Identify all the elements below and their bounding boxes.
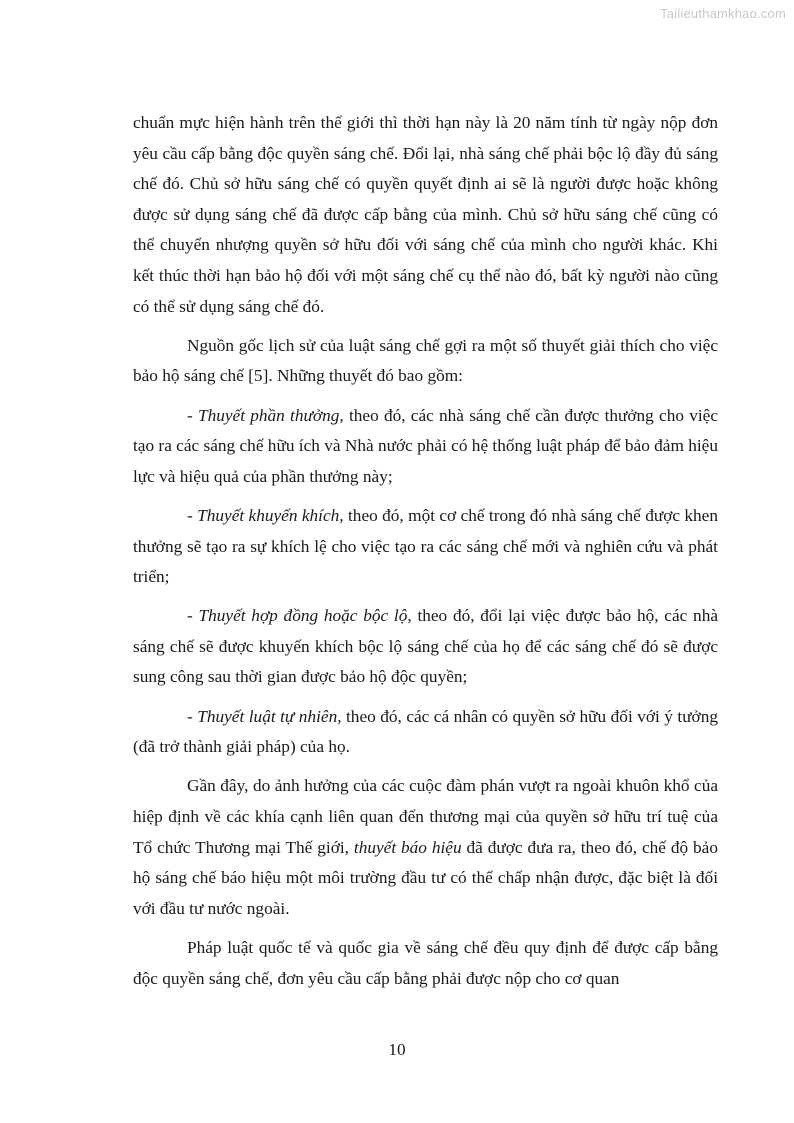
paragraph-p4: [133, 501, 718, 593]
italic-term: Thuyết luật tự nhiên,: [197, 706, 342, 726]
page-number: 10: [388, 1040, 406, 1059]
text-run: Pháp luật quốc tế và quốc gia về sáng chế đều quy định để được cấp bằng độc quyền sáng chế, đơn yêu cầu cấp bằng phải được nộp cho cơ quan: [133, 938, 718, 988]
italic-term: thuyết báo hiệu: [353, 837, 462, 857]
paragraph-p6: [133, 702, 718, 763]
italic-term: Thuyết phần thưởng,: [197, 405, 344, 425]
document-body: [133, 108, 718, 1003]
italic-term: Thuyết hợp đồng hoặc bộc lộ,: [198, 606, 412, 626]
text-run: -: [187, 706, 198, 726]
text-run: Nguồn gốc lịch sử của luật sáng chế gợi ra một số thuyết giải thích cho việc bảo hộ sáng chế [5]. Những thuyết đó bao gồm:: [133, 335, 718, 386]
paragraph-p7: [133, 771, 718, 924]
text-run: đã được đưa ra, theo đó, chế độ bảo hộ sáng chế báo hiệu một môi trường đầu tư có thể chấp nhận được, đặc biệt là đối với đầu tư nước ngoài.: [133, 837, 718, 918]
paragraph-p5: [133, 601, 718, 693]
text-run: theo đó, một cơ chế trong đó nhà sáng chế được khen thưởng sẽ tạo ra sự khích lệ cho việc tạo ra các sáng chế mới và nghiên cứu và phát triển;: [133, 505, 718, 587]
text-run: theo đó, các cá nhân có quyền sở hữu đối với ý tưởng (đã trở thành giải pháp) của họ.: [133, 706, 718, 757]
text-run: Gần đây, do ảnh hưởng của các cuộc đàm phán vượt ra ngoài khuôn khổ của hiệp định về các khía cạnh liên quan đến thương mại của quyền sở hữu trí tuệ của Tổ chức Thương mại Thế giới,: [133, 776, 718, 857]
text-run: -: [187, 405, 198, 425]
paragraph-p1: [133, 108, 718, 322]
paragraph-p8: [133, 933, 718, 994]
text-run: theo đó, đổi lại việc được bảo hộ, các nhà sáng chế sẽ được khuyến khích bộc lộ sáng chế của họ để các sáng chế đó sẽ được sung công sau thời gian được bảo hộ độc quyền;: [133, 606, 719, 687]
watermark-text: Tailieuthamkhao.com: [660, 6, 786, 21]
text-run: chuẩn mực hiện hành trên thế giới thì thời hạn này là 20 năm tính từ ngày nộp đơn yêu cầu cấp bằng độc quyền sáng chế. Đổi lại, nhà sáng chế phải bộc lộ đầy đủ sáng chế đó. Chủ sở hữu sáng chế có quyền quyết định ai sẽ là người được hoặc không được sử dụng sáng chế đã được cấp bằng của mình. Chủ sở hữu sáng chế cũng có thể chuyển nhượng quyền sở hữu đối với sáng chế của mình cho người khác. Khi kết thúc thời hạn bảo hộ đối với một sáng chế cụ thể nào đó, bất kỳ người nào cũng có thể sử dụng sáng chế đó.: [133, 113, 718, 316]
paragraph-p3: [133, 401, 718, 493]
text-run: theo đó, các nhà sáng chế cần được thưởng cho việc tạo ra các sáng chế hữu ích và Nhà nước phải có hệ thống luật pháp để bảo đảm hiệu lực và hiệu quả của phần thưởng này;: [133, 405, 718, 486]
italic-term: Thuyết khuyến khích,: [197, 505, 344, 525]
paragraph-p2: [133, 331, 718, 392]
text-run: -: [187, 505, 198, 525]
text-run: -: [187, 606, 199, 626]
